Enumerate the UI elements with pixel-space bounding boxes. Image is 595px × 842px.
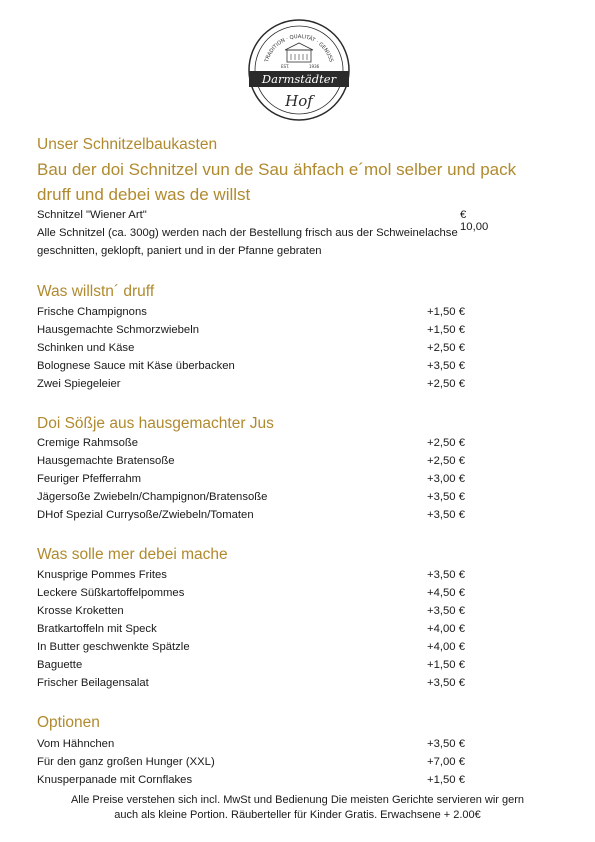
item-name: Schinken und Käse <box>37 342 135 354</box>
item-price: +3,50 € <box>427 605 466 617</box>
item-name: Jägersoße Zwiebeln/Champignon/Bratensoße <box>37 491 268 503</box>
section-title-sauces: Doi Sößje aus hausgemachter Jus <box>37 415 274 432</box>
item-price: +2,50 € <box>427 455 466 467</box>
logo-est: EST. <box>281 64 290 69</box>
item-price: +3,50 € <box>427 677 466 689</box>
menu-title: Unser Schnitzelbaukasten <box>37 136 218 153</box>
menu-item <box>37 774 477 791</box>
item-name: Baguette <box>37 659 83 671</box>
footer-line1: Alle Preise verstehen sich incl. MwSt und Bedienung Die meisten Gerichte servieren wir gern <box>70 794 525 806</box>
menu-item <box>37 455 477 472</box>
menu-item <box>37 306 477 323</box>
restaurant-logo <box>247 18 351 122</box>
item-price: +4,50 € <box>427 587 466 599</box>
item-price: +4,00 € <box>427 641 466 653</box>
footer-note <box>30 793 565 823</box>
item-name: Für den ganz großen Hunger (XXL) <box>37 756 215 768</box>
menu-item <box>37 378 477 395</box>
logo-year: 1936 <box>309 64 320 69</box>
item-price: +3,50 € <box>427 509 466 521</box>
menu-item <box>37 569 477 586</box>
section-title-sides: Was solle mer debei mache <box>37 546 228 563</box>
menu-item <box>37 623 477 640</box>
item-name: DHof Spezial Currysoße/Zwiebeln/Tomaten <box>37 509 254 521</box>
item-price: +3,00 € <box>427 473 466 485</box>
item-price: +1,50 € <box>427 659 466 671</box>
item-price: +2,50 € <box>427 342 466 354</box>
menu-item <box>37 605 477 622</box>
item-name: Knusprige Pommes Frites <box>37 569 167 581</box>
item-price: +2,50 € <box>427 378 466 390</box>
logo-emblem <box>247 18 351 122</box>
menu-item <box>37 324 477 341</box>
item-name: Zwei Spiegeleier <box>37 378 121 390</box>
description-line2: geschnitten, geklopft, paniert und in der Pfanne gebraten <box>37 245 322 257</box>
item-name: Hausgemachte Schmorzwiebeln <box>37 324 200 336</box>
item-price: +4,00 € <box>427 623 466 635</box>
item-price: +3,50 € <box>427 738 466 750</box>
item-price: +2,50 € <box>427 437 466 449</box>
menu-item <box>37 509 477 526</box>
menu-item <box>37 659 477 676</box>
logo-name-2: Hof <box>285 92 313 110</box>
footer-line2: auch als kleine Portion. Räuberteller für Kinder Gratis. Erwachsene + 2.00€ <box>114 809 481 821</box>
item-price: +1,50 € <box>427 306 466 318</box>
menu-item <box>37 342 477 359</box>
menu-item <box>37 738 477 755</box>
menu-item <box>37 587 477 604</box>
menu-item <box>37 437 477 454</box>
menu-item <box>37 491 477 508</box>
item-price: +7,00 € <box>427 756 466 768</box>
item-name: Knusperpanade mit Cornflakes <box>37 774 193 786</box>
item-name: In Butter geschwenkte Spätzle <box>37 641 190 653</box>
logo-tagline: TRADITION · QUALITÄT · GENUSS <box>264 33 334 63</box>
menu-subtitle-line1: Bau der doi Schnitzel vun de Sau ähfach e´mol selber und pack <box>37 160 517 179</box>
item-name: Cremige Rahmsoße <box>37 437 139 449</box>
description-line1: Alle Schnitzel (ca. 300g) werden nach der Bestellung frisch aus der Schweinelachse <box>37 227 458 239</box>
menu-item <box>37 360 477 377</box>
base-item-price: € 10,00 <box>460 209 489 233</box>
menu-subtitle-line2: druff und debei was de willst <box>37 185 251 204</box>
menu-item <box>37 756 477 773</box>
item-name: Krosse Kroketten <box>37 605 124 617</box>
section-title-options: Optionen <box>37 714 100 731</box>
menu-item <box>37 641 477 658</box>
logo-name: Darmstädter <box>261 72 337 86</box>
base-item-name: Schnitzel "Wiener Art" <box>37 209 147 221</box>
menu-item <box>37 677 477 694</box>
item-name: Frischer Beilagensalat <box>37 677 149 689</box>
item-price: +1,50 € <box>427 774 466 786</box>
menu-item <box>37 473 477 490</box>
item-name: Feuriger Pfefferrahm <box>37 473 142 485</box>
item-price: +3,50 € <box>427 569 466 581</box>
item-name: Leckere Süßkartoffelpommes <box>37 587 185 599</box>
item-price: +3,50 € <box>427 491 466 503</box>
item-name: Frische Champignons <box>37 306 147 318</box>
item-price: +1,50 € <box>427 324 466 336</box>
item-name: Bolognese Sauce mit Käse überbacken <box>37 360 235 372</box>
item-name: Vom Hähnchen <box>37 738 115 750</box>
section-title-toppings: Was willstn´ druff <box>37 283 155 300</box>
item-price: +3,50 € <box>427 360 466 372</box>
item-name: Hausgemachte Bratensoße <box>37 455 175 467</box>
item-name: Bratkartoffeln mit Speck <box>37 623 157 635</box>
